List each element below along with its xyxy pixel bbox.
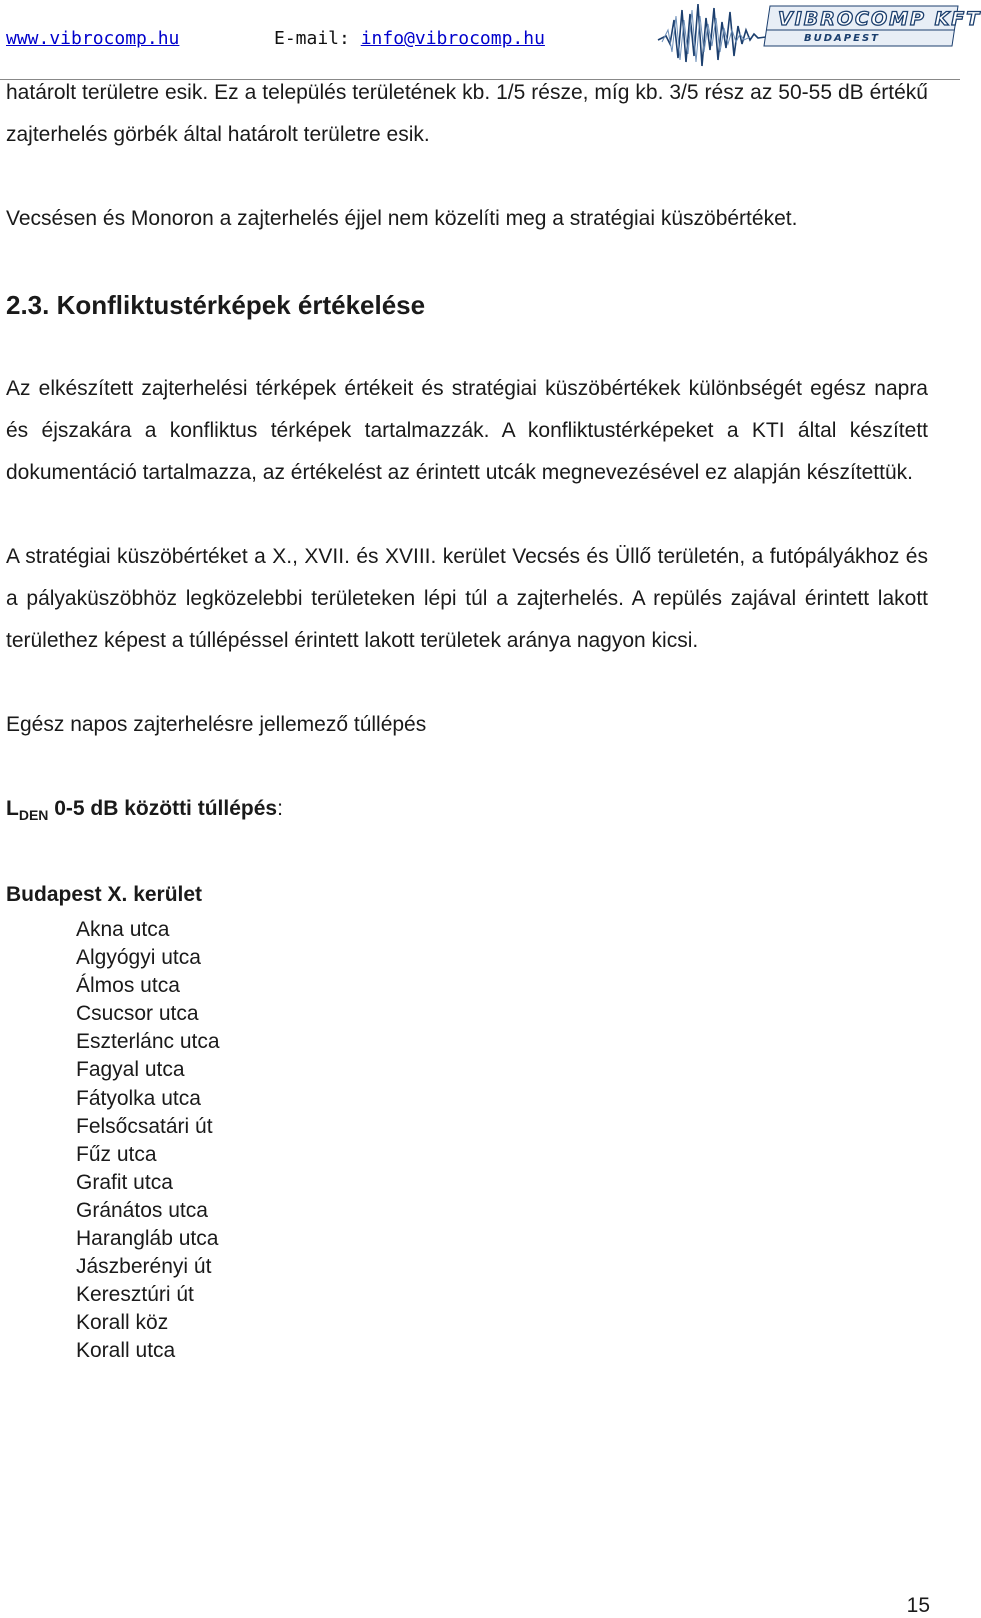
page-number: 15 [906,1594,930,1617]
document-body [6,72,928,1366]
paragraph-conflict-maps: Az elkészített zajterhelési térképek értékeit és stratégiai küszöbértékek különbségét egész napra és éjszakára a konfliktus térképek tartalmazzák. A konfliktustérképeket a KTI által készített dokumentáció tartalmazza, az értékelést az érintett utcák megnevezésével ez alapján készítettük. [6,377,928,484]
email-link[interactable]: info@vibrocomp.hu [360,28,545,49]
logo-city: BUDAPEST [804,33,880,44]
logo-name: VIBROCOMP KFT [778,8,981,30]
list-item: Felsőcsatári út [76,1114,213,1138]
email-label: E-mail: [274,28,350,49]
website-link[interactable]: www.vibrocomp.hu [6,28,180,49]
paragraph-intro: határolt területre esik. Ez a település területének kb. 1/5 része, míg kb. 3/5 rész az 50-55 dB értékű zajterhelés görbék által határolt területre esik. [6,81,928,146]
paragraph-vecses: Vecsésen és Monoron a zajterhelés éjjel nem közelíti meg a stratégiai küszöbértéket. [6,207,798,230]
exceedance-label [6,788,928,836]
list-item: Korall utca [76,1339,176,1363]
lden-subscript: DEN [18,807,49,823]
district-title: Budapest X. kerület [6,883,203,906]
street-list [6,916,928,1366]
page-header [0,0,981,82]
list-item: Fagyal utca [76,1058,185,1082]
lden-symbol: L [6,797,19,820]
list-item: Algyógyi utca [76,946,201,970]
list-item: Eszterlánc utca [76,1030,220,1054]
list-item: Korall köz [76,1311,169,1335]
list-item: Álmos utca [76,974,180,998]
paragraph-daily-exceedance: Egész napos zajterhelésre jellemező túllépés [6,713,427,736]
list-item: Gránátos utca [76,1198,208,1222]
list-item: Akna utca [76,918,170,941]
list-item: Jászberényi út [76,1255,212,1279]
section-heading: 2.3. Konfliktustérképek értékelése [6,290,426,320]
list-item: Keresztúri út [76,1283,194,1307]
list-item: Csucsor utca [76,1002,199,1026]
exceedance-colon: : [277,797,283,820]
paragraph-threshold: A stratégiai küszöbértéket a X., XVII. és XVIII. kerület Vecsés és Üllő területén, a futópályákhoz és a pályaküszöbhöz legközelebbi területeken lépi túl a zajterhelés. A repülés zajával érintett lakott területhez képest a túllépéssel érintett lakott területek aránya nagyon kicsi. [6,545,928,652]
company-logo [658,0,981,72]
list-item: Fűz utca [76,1142,157,1166]
list-item: Harangláb utca [76,1227,219,1251]
list-item: Grafit utca [76,1170,173,1194]
exceedance-range: 0-5 dB közötti túllépés [48,797,278,820]
list-item: Fátyolka utca [76,1086,201,1110]
email-contact [274,28,545,49]
